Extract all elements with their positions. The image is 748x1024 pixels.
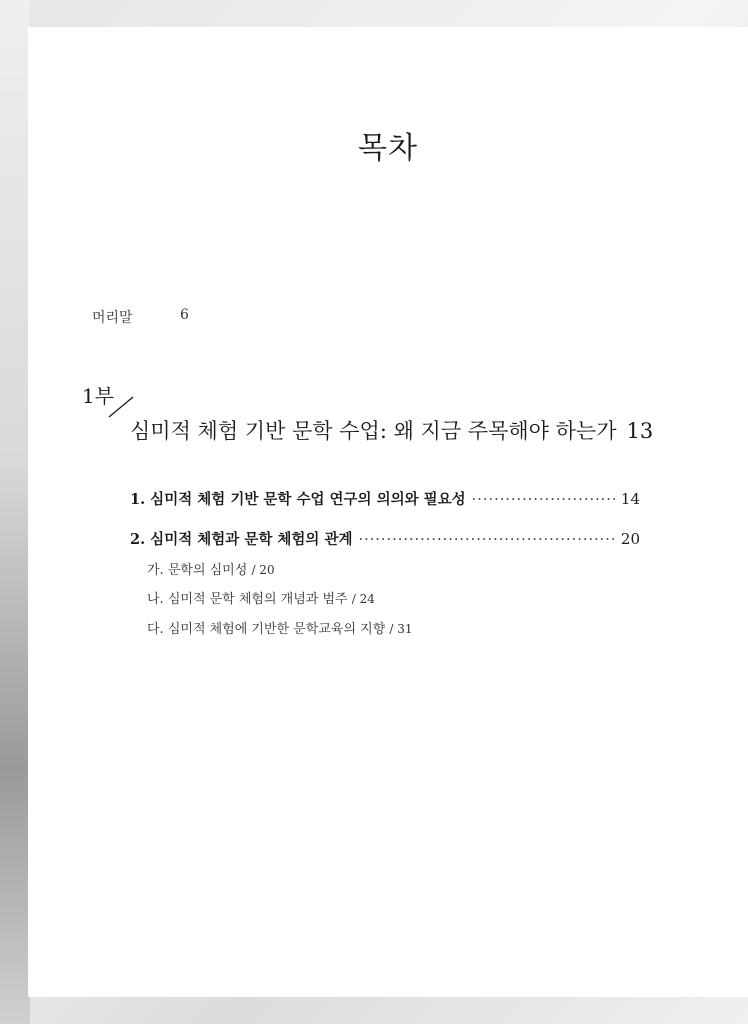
chapter-title: 2. 심미적 체험과 문학 체험의 관계 bbox=[130, 531, 353, 548]
toc-section[interactable] bbox=[147, 559, 275, 578]
preface-label: 머리말 bbox=[92, 310, 133, 326]
part-title-text: 심미적 체험 기반 문학 수업: 왜 지금 주목해야 하는가 bbox=[130, 419, 617, 443]
part-page: 13 bbox=[626, 419, 654, 443]
section-title: 가. 문학의 심미성 bbox=[147, 563, 248, 578]
dot-leader bbox=[358, 532, 614, 548]
toc-section[interactable] bbox=[147, 618, 413, 637]
toc-preface[interactable] bbox=[92, 307, 189, 327]
section-title: 다. 심미적 체험에 기반한 문학교육의 지향 bbox=[147, 622, 386, 637]
section-page: / 20 bbox=[251, 563, 275, 577]
section-page: / 31 bbox=[389, 622, 413, 636]
page-title: 목차 bbox=[358, 131, 418, 166]
section-page: / 24 bbox=[351, 592, 375, 606]
toc-chapter-2[interactable] bbox=[130, 528, 640, 549]
chapter-page: 14 bbox=[620, 490, 640, 508]
page-shadow bbox=[0, 0, 30, 1024]
toc-chapter-1[interactable] bbox=[130, 488, 640, 509]
section-title: 나. 심미적 문학 체험의 개념과 범주 bbox=[147, 592, 348, 607]
chapter-page: 20 bbox=[620, 530, 640, 548]
part-title[interactable] bbox=[130, 415, 653, 445]
book-page bbox=[28, 27, 748, 997]
toc-section[interactable] bbox=[147, 588, 375, 607]
dot-leader bbox=[472, 492, 615, 508]
part-label: 1부 bbox=[82, 384, 115, 408]
chapter-title: 1. 심미적 체험 기반 문학 수업 연구의 의의와 필요성 bbox=[130, 491, 466, 508]
preface-page: 6 bbox=[180, 307, 189, 323]
